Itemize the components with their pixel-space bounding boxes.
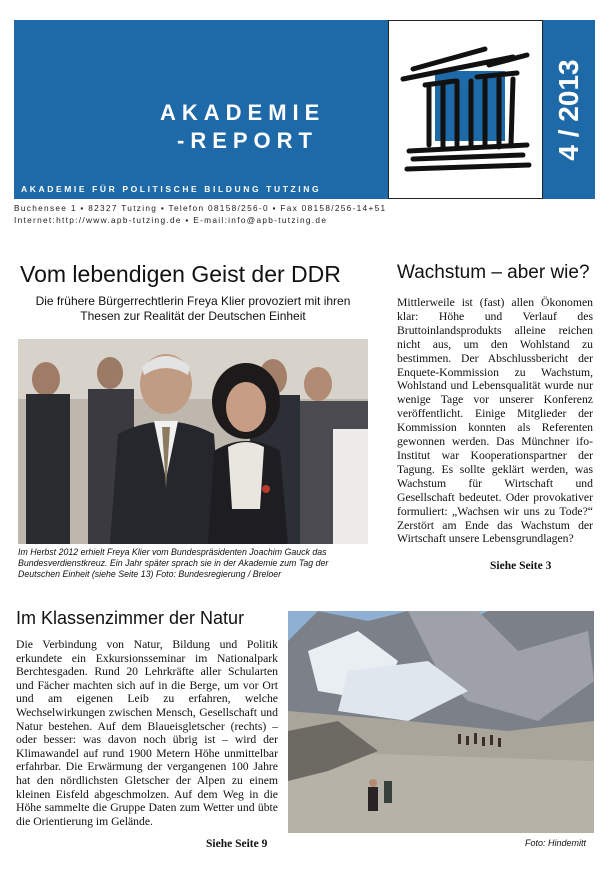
article2-page-reference[interactable]: Siehe Seite 3 (490, 560, 552, 572)
award-photo (18, 339, 368, 544)
article2-headline: Wachstum – aber wie? (397, 262, 590, 283)
article1-headline: Vom lebendigen Geist der DDR (20, 261, 341, 287)
temple-logo-icon (389, 21, 541, 197)
article3-page-reference[interactable]: Siehe Seite 9 (206, 838, 268, 850)
issue-number: 4 / 2013 (553, 59, 584, 161)
academy-logo (388, 20, 543, 199)
article3-headline: Im Klassenzimmer der Natur (16, 608, 245, 628)
issue-banner (543, 20, 595, 199)
glacier-photo (288, 611, 594, 833)
masthead-subtitle: AKADEMIE FÜR POLITISCHE BILDUNG TUTZING (21, 184, 322, 194)
article2-body: Mittlerweile ist (fast) allen Ökonomen klar: Höhe und Verlauf des Bruttoinlandsprodukts alleine reichen nicht aus, um den Wohlstand zu bestimmen. Der Abschlussbericht der Enquete-Kommission zu Wachstum, Wohlstand und Lebensqualität wurde nur wenige Tage vor unserer Konferenz veröffentlicht. Einige Mitglieder der Kommission konnten als Referenten gewonnen werden. Das Münchner ifo-Institut war Kooperationspartner der Tagung. Es sollte geklärt werden, was Wachstum für Wirtschaft und Gesellschaft bedeutet. Oder provokativer formuliert: „Wachsen wir uns zu Tode?“ Zerstört am Ende das Wachstum der Wirtschaft unsere Lebensgrundlagen? (397, 296, 593, 546)
masthead-title-line2: -REPORT (177, 128, 318, 153)
article3-body: Die Verbindung von Natur, Bildung und Politik erkundete ein Exkursionsseminar im Nationalpark Berchtesgaden. Rund 20 Lehrkräfte aller Schularten und Fächer machten sich auf in die Berge, um vor Ort und am eigenen Leib zu erfahren, welche Wechselwirkungen zwischen Mensch, Gesellschaft und Natur bestehen. Auf dem Blaueisgletscher (rechts) – oder besser: was davon noch übrig ist – wird der Klimawandel auf rund 1900 Metern Höhe unmittelbar erfahrbar. Die Erwärmung der vergangenen 100 Jahre hat den nördlichsten Gletscher der Alpen zu einem kleinen Eisfeld abgeschmolzen. Auf dem Weg in die Höhe sammelte die Gruppe Daten zum Wetter und übte die Orientierung im Gelände. (16, 638, 278, 828)
contact-address: Buchensee 1 ▪ 82327 Tutzing ▪ Telefon 08158/256-0 ▪ Fax 08158/256-14+51 (14, 203, 387, 213)
masthead-banner (14, 20, 388, 199)
photo-credit-glacier: Foto: Hindemitt (525, 838, 587, 848)
contact-internet[interactable]: Internet:http://www.apb-tutzing.de ▪ E-mail:info@apb-tutzing.de (14, 215, 328, 225)
article1-subheadline: Die frühere Bürgerrechtlerin Freya Klier provoziert mit ihren Thesen zur Realität der Deutschen Einheit (35, 294, 351, 323)
masthead-title-line1: AKADEMIE (160, 100, 326, 125)
photo-caption-award: Im Herbst 2012 erhielt Freya Klier vom Bundespräsidenten Joachim Gauck das Bundesverdienstkreuz. Ein Jahr später sprach sie in der Akademie zum Tag der Deutschen Einheit (siehe Seite 13) Foto: Bundesregierung / Breloer (18, 547, 329, 579)
